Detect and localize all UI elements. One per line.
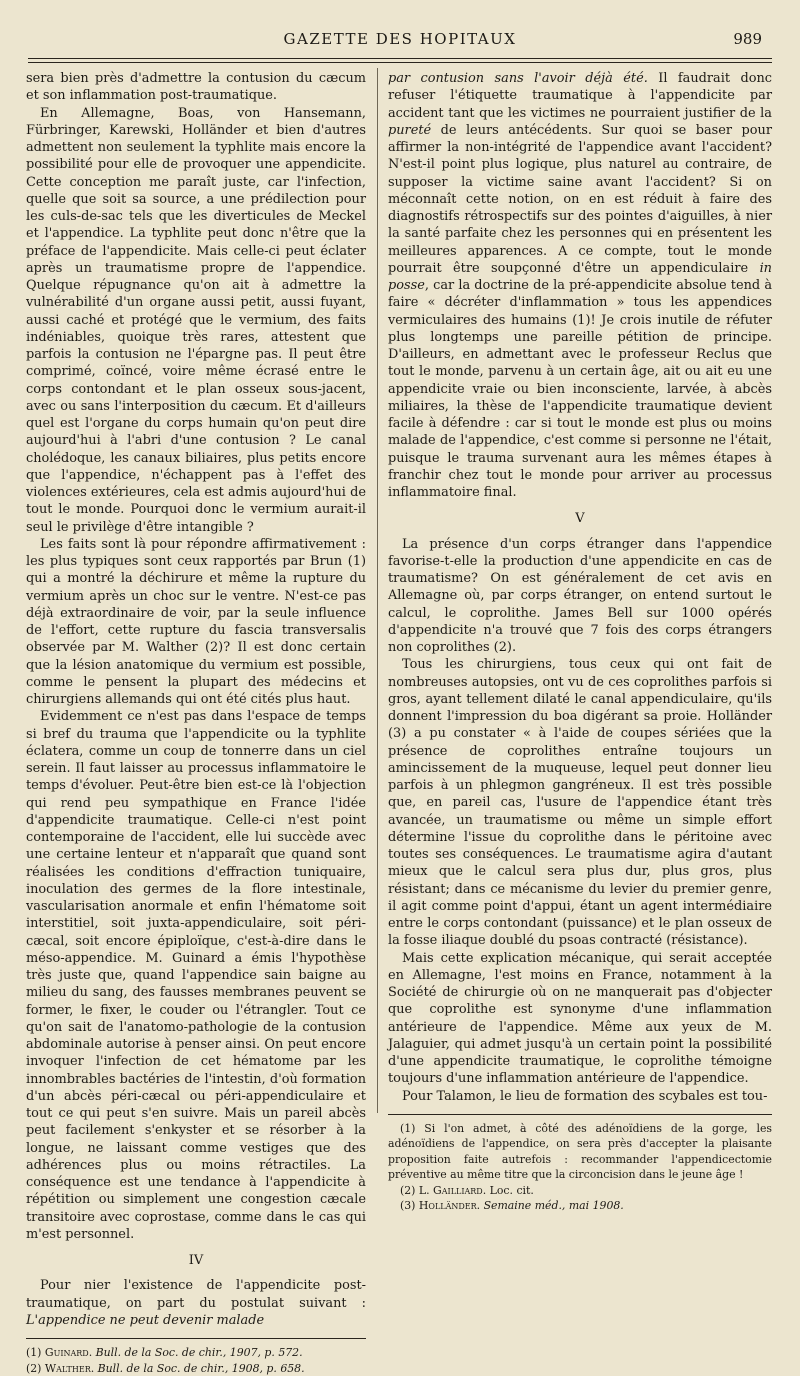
paragraph: La présence d'un corps étranger dans l'appendice favorise-t-elle la production d'une appendicite en cas de traumatisme? On est généralement de cet avis en Allemagne où, par corps étranger, on entend surtout le calcul, le coprolithe. James Bell sur 1000 opérés d'appendicite n'a trouvé que 7 fois des corps étrangers non coprolithes (2). <box>388 536 772 657</box>
paragraph: En Allemagne, Boas, von Hansemann, Fürbringer, Karewski, Holländer et bien d'autres admettent non seulement la typhlite mais encore la possibilité pour elle de provoquer une appendicite. Cette conception me paraît juste, car l'infection, quelle que soit sa source, a une prédilection pour les culs-de-sac tels que les diverticules de Meckel et l'appendice. La typhlite peut donc n'être que la préface de l'appendicite. Mais celle-ci peut éclater après un traumatisme propre de l'appendice. Quelque répugnance qu'on ait à admettre la vulnérabilité d'un organe aussi petit, aussi fuyant, aussi caché et protégé que le vermium, des faits indéniables, quoique très rares, attestent que parfois la contusion ne l'épargne pas. Il peut être comprimé, coïncé, voire même écrasé entre le corps contondant et le plan osseux sous-jacent, avec ou sans l'interposition du cæcum. Et d'ailleurs quel est l'organe du corps humain qu'on peut dire aujourd'hui à l'abri d'une contusion ? Le canal cholédoque, les canaux biliaires, plus petits encore que l'appendice, n'échappent pas à l'effet des violences extérieures, cela est admis aujourd'hui de tout le monde. Pourquoi donc le vermium aurait-il seul le privilège d'être intangible ? <box>26 105 366 536</box>
footnote-author: Holländer. <box>419 1199 480 1212</box>
right-column <box>388 70 772 1214</box>
footnote <box>26 1361 366 1376</box>
running-title: GAZETTE DES HOPITAUX <box>20 30 780 48</box>
footnote <box>388 1183 772 1199</box>
paragraph <box>26 1277 366 1329</box>
page-number: 989 <box>733 30 762 48</box>
paragraph-text: Il faudrait donc refuser l'étiquette traumatique à l'appendicite par accident tant que les victimes ne pourraient justifier de la <box>388 71 772 121</box>
paragraph: Mais cette explication mécanique, qui serait acceptée en Allemagne, l'est moins en France, notamment à la Société de chirurgie où on ne manquerait pas d'objecter que coprolithe est synonyme d'une inflammation antérieure de l'appendice. Même aux yeux de M. Jalaguier, qui admet jusqu'à un certain point la possibilité d'une appendicite traumatique, le coprolithe témoigne toujours d'une inflammation antérieure de l'appendice. <box>388 950 772 1088</box>
header-rule-bottom <box>28 62 772 63</box>
left-column <box>26 70 366 1376</box>
italic-text: in posse <box>388 261 772 293</box>
paragraph: Tous les chirurgiens, tous ceux qui ont fait de nombreuses autopsies, ont vu de ces coprolithes parfois si gros, ayant tellement dilaté le canal appendiculaire, qu'ils donnent l'impression du boa digérant sa proie. Holländer (3) a pu constater « à l'aide de coupes sériées que la présence de coprolithes entraîne toujours un amincissement de la muqueuse, lequel peut donner lieu parfois à un phlegmon gangréneux. Il est très possible que, en pareil cas, l'usure de l'appendice étant très avancée, un traumatisme ou même un simple effort détermine l'issue du coprolithe dans le péritoine avec toutes ses conséquences. Le traumatisme agira d'autant mieux que le calcul sera plus dur, plus gros, plus résistant; dans ce mécanisme du levier du premier genre, il agit comme point d'appui, étant un agent intermédiaire entre le corps contondant (puissance) et le plan osseux de la fosse iliaque doublé du psoas contracté (résistance). <box>388 656 772 949</box>
footnote-mark: (1) <box>26 1346 41 1359</box>
column-divider <box>377 68 378 1113</box>
page-header <box>20 30 780 58</box>
footnote-mark: (1) <box>400 1122 415 1135</box>
footnote-text: Bull. de la Soc. de chir., 1908, p. 658. <box>94 1362 304 1375</box>
paragraph: Les faits sont là pour répondre affirmativement : les plus typiques sont ceux rapportés par Brun (1) qui a montré la déchirure et même la rupture du vermium après un choc sur le ventre. N'est-ce pas déjà extraordinaire de voir, par la seule influence de l'effort, cette rupture du fascia transversalis observée par M. Walther (2)? Il est donc certain que la lésion anatomique du vermium est possible, comme le pensent la plupart des médecins et chirurgiens allemands qui ont été cités plus haut. <box>26 536 366 709</box>
footnote-mark: (2) <box>26 1362 41 1375</box>
footnote-author: L. Gailliard. <box>419 1184 486 1197</box>
footnote-text: Loc. cit. <box>486 1184 534 1197</box>
paragraph <box>388 70 772 501</box>
footnote-text: Semaine méd., mai 1908. <box>480 1199 624 1212</box>
paragraph-text: de leurs antécédents. Sur quoi se baser pour affirmer la non-intégrité de l'appendice avant l'accident? N'est-il point plus logique, plus naturel au contraire, de supposer la victime saine avant l'accident? Si on méconnaît cette notion, on en est réduit à faire des diagnostifs rétrospectifs sur des pointes d'aiguilles, à nier la santé parfaite chez les personnes qui en présentent les meilleures apparences. A ce compte, tout le monde pourrait être soupçonné d'être un appendiculaire <box>388 123 772 276</box>
footnote-mark: (2) <box>400 1184 415 1197</box>
section-heading-v: V <box>388 510 772 527</box>
italic-text: pureté <box>388 123 431 138</box>
italic-text: L'appendice ne peut devenir malade <box>26 1313 264 1328</box>
footnote-mark: (3) <box>400 1199 415 1212</box>
italic-text: par contusion sans l'avoir déjà été. <box>388 71 648 86</box>
footnote <box>388 1121 772 1183</box>
footnote-rule <box>26 1338 366 1339</box>
paragraph-text: Pour nier l'existence de l'appendicite post-traumatique, on part du postulat suivant : <box>26 1278 366 1310</box>
footnote <box>388 1198 772 1214</box>
paragraph: Evidemment ce n'est pas dans l'espace de temps si bref du trauma que l'appendicite ou la typhlite éclatera, comme un coup de tonnerre dans un ciel serein. Il faut laisser au processus inflammatoire le temps d'évoluer. Peut-être bien est-ce là l'objection qui rend peu sympathique en France l'idée d'appendicite traumatique. Celle-ci n'est point contemporaine de l'accident, elle lui succède avec une certaine lenteur et n'apparaît que quand sont réalisées les conditions d'effraction tuniquaire, inoculation des germes de la flore intestinale, vascularisation anormale et enfin l'hématome soit interstitiel, soit juxta-appendiculaire, soit péri-cæcal, soit encore épiploïque, c'est-à-dire dans le méso-appendice. M. Guinard a émis l'hypothèse très juste que, quand l'appendice sain baigne au milieu du sang, des fausses membranes peuvent se former, le fixer, le couder ou l'étrangler. Tout ce qu'on sait de l'anatomo-pathologie de la contusion abdominale autorise à penser ainsi. On peut encore invoquer l'infection de cet hématome par les innombrables bactéries de l'intestin, d'où formation d'un abcès péri-cæcal ou péri-appendiculaire et tout ce qui peut s'en suivre. Mais un pareil abcès peut facilement s'enkyster et se résorber à la longue, ne laissant comme vestiges que des adhérences plus ou moins rétractiles. La conséquence est une tendance à l'appendicite à répétition ou simplement une congestion cæcale transitoire avec coprostase, comme dans le cas qui m'est personnel. <box>26 708 366 1243</box>
footnote-author: Guinard. <box>45 1346 92 1359</box>
footnote-text: Si l'on admet, à côté des adénoïdiens de la gorge, les adénoïdiens de l'appendice, on sera près d'accepter la plaisante proposition faite autrefois : recommander l'appendicectomie préventive au même titre que la circoncision dans le jeune âge ! <box>388 1122 772 1182</box>
header-rule-top <box>28 58 772 59</box>
paragraph: Pour Talamon, le lieu de formation des scybales est tou- <box>388 1088 772 1105</box>
footnote <box>26 1345 366 1361</box>
footnote-rule <box>388 1114 772 1115</box>
footnote-author: Walther. <box>45 1362 94 1375</box>
paragraph: sera bien près d'admettre la contusion du cæcum et son inflammation post-traumatique. <box>26 70 366 105</box>
footnote-text: Bull. de la Soc. de chir., 1907, p. 572. <box>92 1346 302 1359</box>
paragraph-text: , car la doctrine de la pré-appendicite absolue tend à faire « décréter d'inflammation » tous les appendices vermiculaires des humains (1)! Je crois inutile de réfuter plus longtemps une pareille pétition de principe. D'ailleurs, en admettant avec le professeur Reclus que tout le monde, parvenu à un certain âge, ait ou ait eu une appendicite vraie ou bien inconsciente, larvée, à abcès miliaires, la thèse de l'appendicite traumatique devient facile à défendre : car si tout le monde est plus ou moins malade de l'appendice, c'est comme si personne ne l'était, puisque le trauma survenant aura les mêmes étapes à franchir chez tout le monde pour arriver au processus inflammatoire final. <box>388 278 772 500</box>
section-heading-iv: IV <box>26 1252 366 1269</box>
